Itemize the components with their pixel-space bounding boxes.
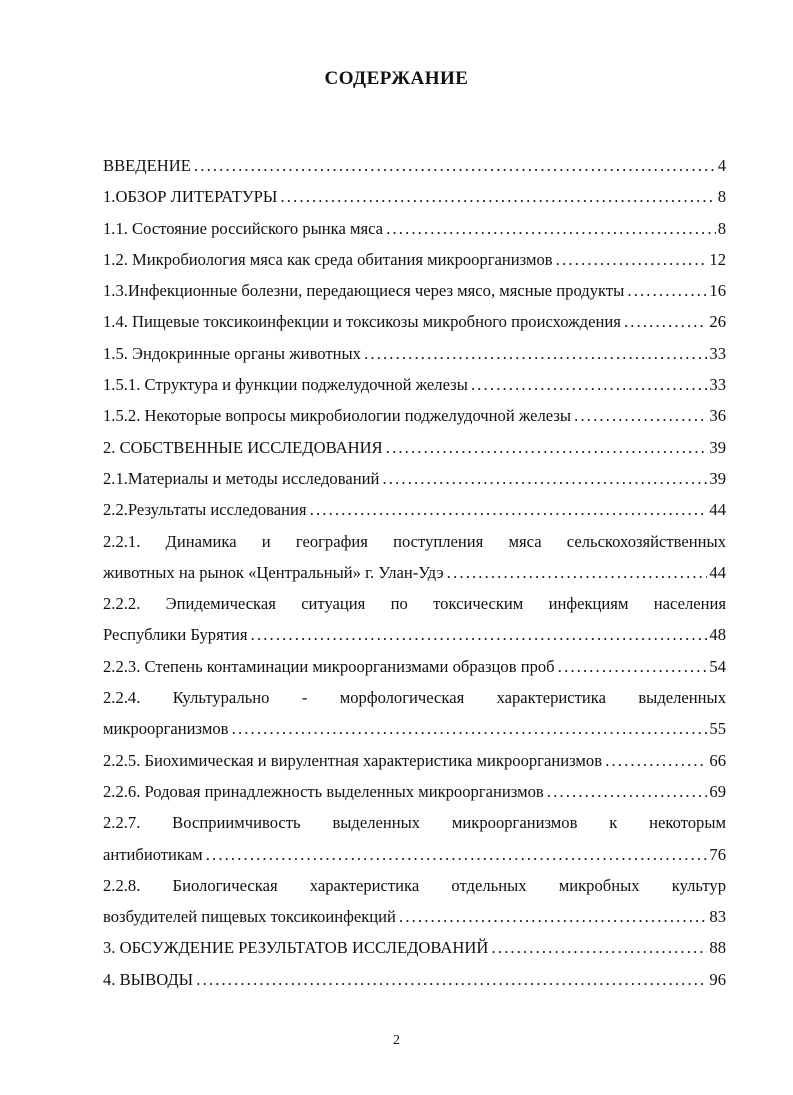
toc-entry <box>103 745 726 776</box>
toc-entry-leader <box>103 181 726 212</box>
toc-entry <box>103 901 726 932</box>
toc-entry-page: 55 <box>707 713 726 744</box>
toc-entry-page: 88 <box>707 932 726 963</box>
toc-entry-title: 2. СОБСТВЕННЫЕ ИССЛЕДОВАНИЯ <box>103 437 383 457</box>
toc-entry-title-cont: микроорганизмов <box>103 719 229 739</box>
toc-entry <box>103 306 726 337</box>
toc-entry-leader <box>103 964 726 995</box>
toc-entry-title: 1.4. Пищевые токсикоинфекции и токсикозы микробного происхождения <box>103 312 621 332</box>
toc-entry-leader <box>103 400 726 431</box>
toc-entry <box>103 244 726 275</box>
toc-entry-page: 12 <box>707 244 726 275</box>
toc-entry-leader <box>103 839 726 870</box>
toc-entry-page: 66 <box>707 745 726 776</box>
toc-entry-title: 4. ВЫВОДЫ <box>103 969 194 989</box>
toc-entry-leader <box>103 244 726 275</box>
toc-entry-page: 39 <box>707 463 726 494</box>
toc-entry-page: 69 <box>707 776 726 807</box>
toc-entry-title: 1.1. Состояние российского рынка мяса <box>103 218 384 238</box>
toc-entry-page: 76 <box>707 839 726 870</box>
toc-entry-leader <box>103 275 726 306</box>
toc-entry <box>103 932 726 963</box>
toc-entry-title-cont: антибиотикам <box>103 844 203 864</box>
toc-entry-leader <box>103 776 726 807</box>
toc-entry-line <box>103 682 726 713</box>
toc-entry-title: 3. ОБСУЖДЕНИЕ РЕЗУЛЬТАТОВ ИССЛЕДОВАНИЙ <box>103 938 489 958</box>
toc-entry-title: 1.ОБЗОР ЛИТЕРАТУРЫ <box>103 187 278 207</box>
toc-entry-page: 8 <box>716 213 726 244</box>
toc-entry-leader <box>103 463 726 494</box>
toc-entry-title: 2.2.Результаты исследования <box>103 500 307 520</box>
toc-entry-leader <box>103 494 726 525</box>
toc-entry-title-cont: возбудителей пищевых токсикоинфекций <box>103 907 396 927</box>
toc-entry-page: 26 <box>707 306 726 337</box>
toc-entry-leader <box>103 432 726 463</box>
toc-entry-title: 1.2. Микробиология мяса как среда обитания микроорганизмов <box>103 249 553 269</box>
toc-entry-title: ВВЕДЕНИЕ <box>103 156 191 175</box>
toc-entry <box>103 619 726 650</box>
toc-entry-title: 2.2.1. Динамика и география поступления мяса сельскохозяйственных <box>103 531 726 551</box>
toc-entry-leader <box>103 651 726 682</box>
toc-entry-leader <box>103 932 726 963</box>
toc-entry-title: 2.2.6. Родовая принадлежность выделенных микроорганизмов <box>103 781 544 801</box>
toc-entry <box>103 651 726 682</box>
toc-entry-leader <box>103 745 726 776</box>
toc-entry <box>103 181 726 212</box>
toc-entry-leader <box>103 150 726 181</box>
toc-entry <box>103 494 726 525</box>
toc-entry-page: 96 <box>707 964 726 995</box>
toc-entry-title: 2.2.8. Биологическая характеристика отдельных микробных культур <box>103 875 726 895</box>
toc-entry-line <box>103 870 726 901</box>
toc-entry-leader <box>103 306 726 337</box>
toc-entry-leader <box>103 213 726 244</box>
toc-entry-title: 2.2.4. Культурально - морфологическая характеристика выделенных <box>103 688 726 708</box>
toc-entry-title-cont: Республики Бурятия <box>103 625 248 645</box>
toc-entry <box>103 839 726 870</box>
toc-entry-page: 4 <box>716 150 726 181</box>
toc-entry <box>103 776 726 807</box>
toc-entry-leader <box>103 713 726 744</box>
toc-entry-title: 1.5.2. Некоторые вопросы микробиологии поджелудочной железы <box>103 406 572 426</box>
toc-entry <box>103 964 726 995</box>
toc-entry-page: 44 <box>707 494 726 525</box>
toc-entry-page: 44 <box>707 557 726 588</box>
toc-entry-title-cont: животных на рынок «Центральный» г. Улан-Удэ <box>103 562 444 582</box>
toc-entry-title: 1.5. Эндокринные органы животных <box>103 343 361 363</box>
toc-entry-line <box>103 807 726 838</box>
toc-entry-leader <box>103 557 726 588</box>
toc-entry <box>103 275 726 306</box>
toc-entry-page: 83 <box>707 901 726 932</box>
toc-entry-title: 2.1.Материалы и методы исследований <box>103 468 380 488</box>
toc-entry-line <box>103 526 726 557</box>
page-number: 2 <box>393 1033 400 1048</box>
toc-entry-page: 54 <box>707 651 726 682</box>
toc-entry <box>103 557 726 588</box>
toc-entry-leader <box>103 901 726 932</box>
toc-entry <box>103 432 726 463</box>
table-of-contents <box>103 150 726 995</box>
toc-entry-page: 16 <box>707 275 726 306</box>
toc-entry-title: 2.2.2. Эпидемическая ситуация по токсическим инфекциям населения <box>103 594 726 614</box>
toc-entry-page: 33 <box>707 338 726 369</box>
toc-entry <box>103 213 726 244</box>
toc-entry-leader <box>103 619 726 650</box>
page-title: СОДЕРЖАНИЕ <box>324 68 469 89</box>
toc-entry-line <box>103 588 726 619</box>
toc-entry <box>103 713 726 744</box>
toc-entry-page: 36 <box>707 400 726 431</box>
toc-entry-title: 2.2.5. Биохимическая и вирулентная характеристика микроорганизмов <box>103 750 603 770</box>
toc-entry-page: 8 <box>716 181 726 212</box>
toc-entry-leader <box>103 338 726 369</box>
toc-entry-page: 39 <box>707 432 726 463</box>
toc-entry <box>103 150 726 181</box>
toc-entry-title: 2.2.7. Восприимчивость выделенных микроорганизмов к некоторым <box>103 813 726 833</box>
toc-entry-title: 1.3.Инфекционные болезни, передающиеся через мясо, мясные продукты <box>103 281 625 301</box>
toc-entry <box>103 400 726 431</box>
toc-entry-page: 33 <box>707 369 726 400</box>
toc-entry-title: 2.2.3. Степень контаминации микроорганизмами образцов проб <box>103 656 555 676</box>
toc-entry-page: 48 <box>707 619 726 650</box>
toc-entry-title: 1.5.1. Структура и функции поджелудочной железы <box>103 375 468 395</box>
toc-entry-leader <box>103 369 726 400</box>
toc-entry <box>103 338 726 369</box>
toc-entry <box>103 463 726 494</box>
toc-entry <box>103 369 726 400</box>
